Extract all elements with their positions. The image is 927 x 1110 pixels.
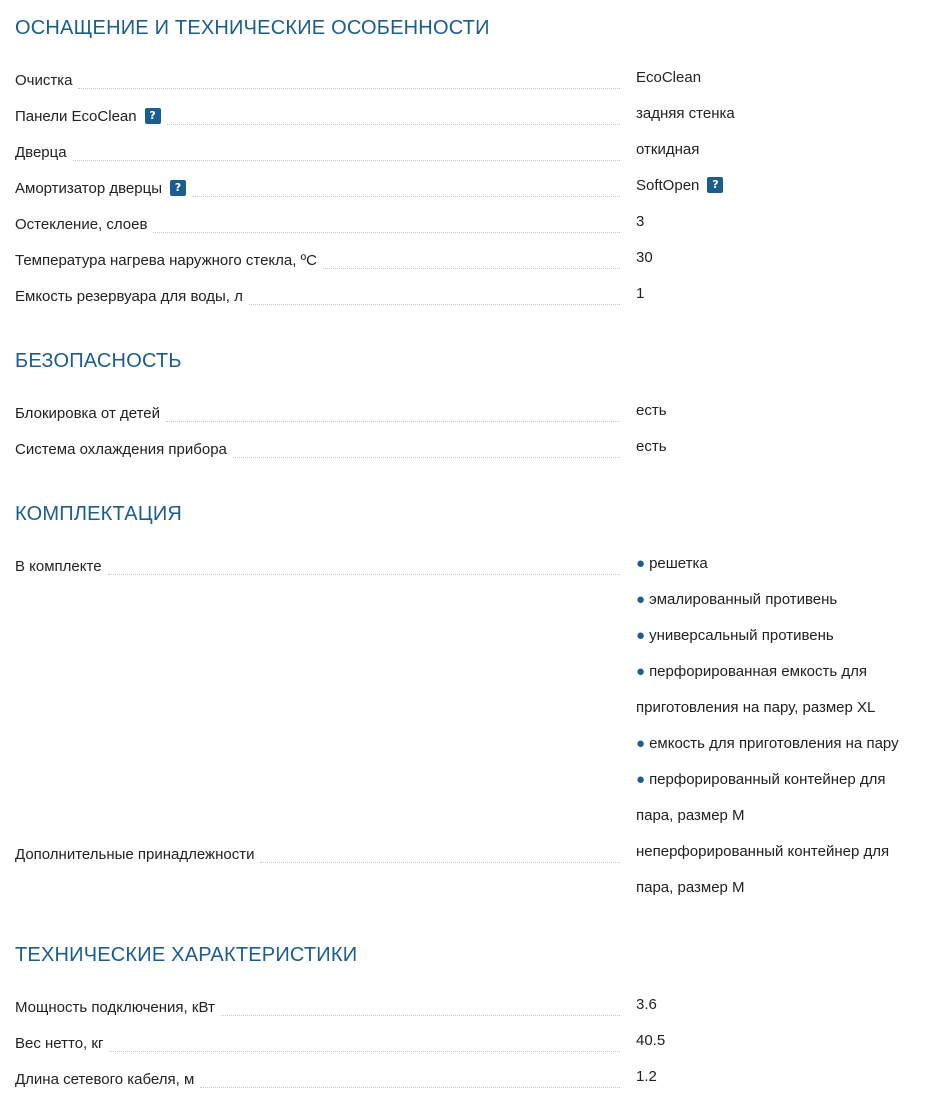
bullet-icon: ● [636,663,646,680]
spec-value: есть [636,402,667,419]
dotted-leader [192,196,620,197]
help-icon[interactable]: ? [145,108,161,124]
bullet-icon: ● [636,555,646,572]
included-items-list [636,546,927,834]
spec-label: Очистка [15,72,73,89]
spec-label: Блокировка от детей [15,405,161,422]
spec-value: 30 [636,249,653,266]
dotted-leader [78,88,620,89]
list-item: ● перфорированная емкость для приготовления на пару, размер XL [636,663,876,716]
spec-label: Мощность подключения, кВт [15,999,215,1016]
spec-label: Емкость резервуара для воды, л [15,288,243,305]
list-item: ● решетка [636,555,708,572]
spec-value: 3.6 [636,996,657,1013]
section-title: БЕЗОПАСНОСТЬ [15,350,182,372]
spec-label: Амортизатор дверцы [15,180,162,197]
spec-value: есть [636,438,667,455]
spec-row [15,551,927,839]
spec-label: Дверца [15,144,67,161]
dotted-leader [221,1015,620,1016]
spec-value: 1 [636,285,645,302]
spec-label: В комплекте [15,558,102,575]
section-title: КОМПЛЕКТАЦИЯ [15,503,183,525]
list-item: ● эмалированный противень [636,591,838,608]
dotted-leader [73,160,620,161]
dotted-leader [153,232,620,233]
spec-value: откидная [636,141,700,158]
spec-label: Дополнительные принадлежности [15,846,255,863]
list-item: ● универсальный противень [636,627,834,644]
help-icon[interactable]: ? [170,180,186,196]
spec-value: 40.5 [636,1032,666,1049]
dotted-leader [108,574,620,575]
spec-row [15,281,927,317]
bullet-icon: ● [636,771,646,788]
help-icon[interactable]: ? [707,177,723,193]
dotted-leader [260,862,620,863]
section-title: ОСНАЩЕНИЕ И ТЕХНИЧЕСКИЕ ОСОБЕННОСТИ [15,17,490,39]
dotted-leader [167,124,620,125]
dotted-leader [323,268,620,269]
spec-row [15,1064,927,1100]
spec-row [15,839,927,911]
dotted-leader [109,1051,620,1052]
bullet-icon: ● [636,735,646,752]
section-package [15,502,927,911]
spec-value: SoftOpen [636,177,700,194]
spec-label: Длина сетевого кабеля, м [15,1071,195,1088]
spec-label: Вес нетто, кг [15,1035,104,1052]
section-technical [15,943,927,1100]
spec-value: 1.2 [636,1068,657,1085]
section-title: ТЕХНИЧЕСКИЕ ХАРАКТЕРИСТИКИ [15,944,358,966]
dotted-leader [233,457,620,458]
list-item: ● перфорированный контейнер для пара, размер M [636,771,886,824]
spec-label: Панели EcoClean [15,108,137,125]
spec-label: Температура нагрева наружного стекла, ºC [15,252,317,269]
spec-value: 3 [636,213,645,230]
section-equipment [15,16,927,317]
bullet-icon: ● [636,591,646,608]
list-item: ● емкость для приготовления на пару [636,735,899,752]
dotted-leader [249,304,620,305]
spec-row [15,434,927,470]
spec-label: Система охлаждения прибора [15,441,227,458]
spec-label: Остекление, слоев [15,216,148,233]
dotted-leader [166,421,620,422]
dotted-leader [200,1087,620,1088]
spec-value: неперфорированный контейнер для пара, размер M [636,843,890,896]
section-safety [15,349,927,470]
spec-value: задняя стенка [636,105,735,122]
spec-value: EcoClean [636,69,702,86]
bullet-icon: ● [636,627,646,644]
